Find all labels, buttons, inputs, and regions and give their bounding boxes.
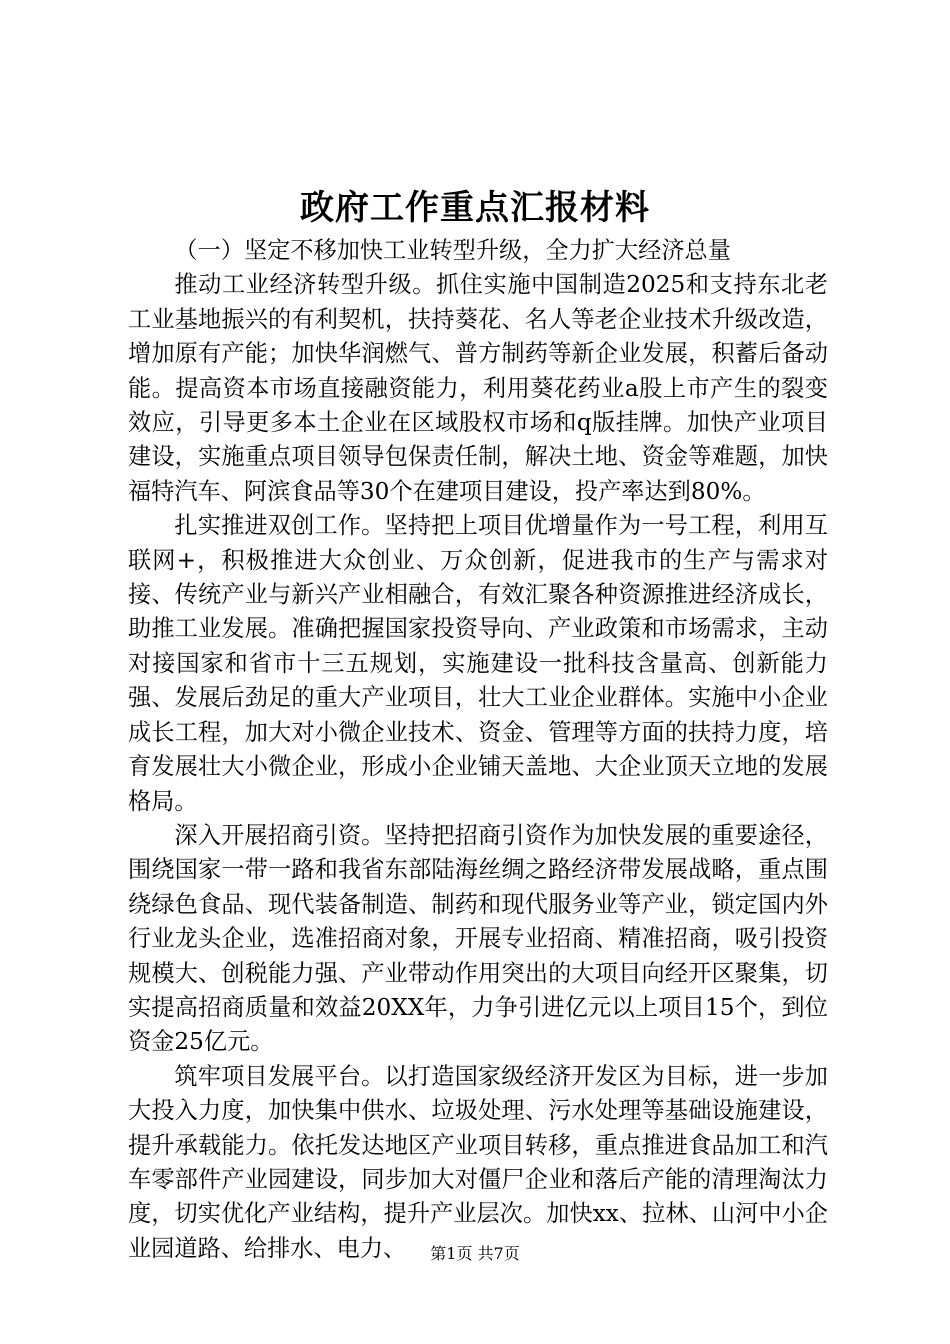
paragraph-project-platform: 筑牢项目发展平台。以打造国家级经济开发区为目标，进一步加大投入力度，加快集中供水、垃圾处理、污水处理等基础设施建设，提升承载能力。依托发达地区产业项目转移，重点推进食品加工和汽车零部件产业园建设，同步加大对僵尸企业和落后产能的清理淘汰力度，切实优化产业结构，提升产业层次。加快xx、拉林、山河中小企业园道路、给排水、电力、 [128,1062,828,1262]
paragraph-innovation: 扎实推进双创工作。坚持把上项目优增量作为一号工程，利用互联网+，积极推进大众创业、万众创新，促进我市的生产与需求对接、传统产业与新兴产业相融合，有效汇聚各种资源推进经济成长，助推工业发展。准确把握国家投资导向、产业政策和市场需求，主动对接国家和省市十三五规划，实施建设一批科技含量高、创新能力强、发展后劲足的重大产业项目，壮大工业企业群体。实施中小企业成长工程，加大对小微企业技术、资金、管理等方面的扶持力度，培育发展壮大小微企业，形成小企业铺天盖地、大企业顶天立地的发展格局。 [128,512,828,815]
document-body [128,234,828,1266]
paragraph-investment: 深入开展招商引资。坚持把招商引资作为加快发展的重要途径，围绕国家一带一路和我省东部陆海丝绸之路经济带发展战略，重点围绕绿色食品、现代装备制造、制药和现代服务业等产业，锁定国内外行业龙头企业，选准招商对象，开展专业招商、精准招商，吸引投资规模大、创税能力强、产业带动作用突出的大项目向经开区聚集，切实提高招商质量和效益20XX年，力争引进亿元以上项目15个，到位资金25亿元。 [128,821,828,1056]
document-title: 政府工作重点汇报材料 [300,188,650,228]
paragraph-industrial-upgrade: 推动工业经济转型升级。抓住实施中国制造2025和支持东北老工业基地振兴的有利契机，扶持葵花、名人等老企业技术升级改造，增加原有产能；加快华润燃气、普方制药等新企业发展，积蓄后备动能。提高资本市场直接融资能力，利用葵花药业a股上市产生的裂变效应，引导更多本土企业在区域股权市场和q版挂牌。加快产业项目建设，实施重点项目领导包保责任制，解决土地、资金等难题，加快福特汽车、阿滨食品等30个在建项目建设，投产率达到80%。 [128,271,828,505]
page-number: 第1页 共7页 [430,1244,520,1263]
section-heading: （一）坚定不移加快工业转型升级，全力扩大经济总量 [174,237,731,264]
